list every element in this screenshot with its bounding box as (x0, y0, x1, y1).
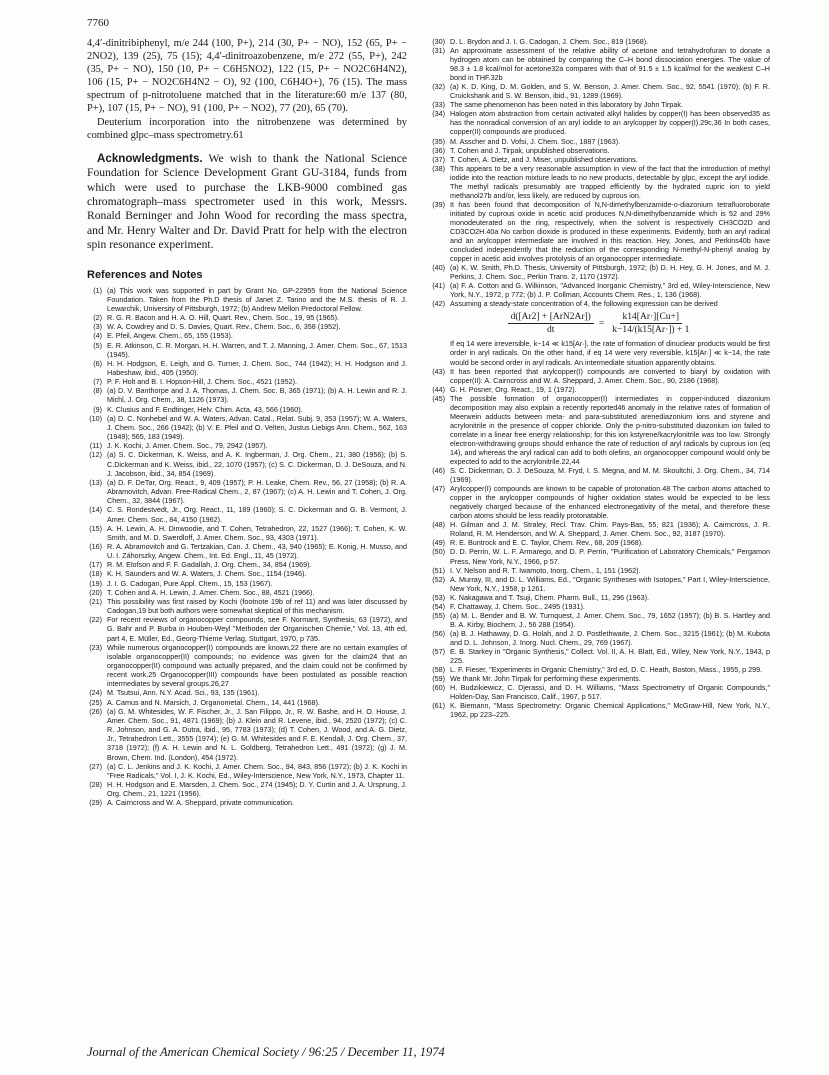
reference-text: (a) D. C. Nonhebel and W. A. Waters, Advan. Catal., Relat. Subj. 9, 353 (1957); W. A. Waters, J. Chem. Soc., 266 (1942); (b) V. E. Pfeil and O. Velten, Justus Liebigs Ann. Chem., 562, 163 (1949); 565, 183 (1949). (107, 413, 407, 442)
reference-number: (27) (89, 761, 102, 771)
reference-number: (3) (93, 322, 102, 332)
reference-number: (32) (432, 82, 445, 92)
reference-text: (a) C. L. Jenkins and J. K. Kochi, J. Amer. Chem. Soc., 94, 843, 856 (1972); (b) J. K. Kochi in "Free Radicals," Vol. I, J. K. Kochi, Ed., Wiley-Interscience, New York, N.Y., 1973, Chapter 11. (107, 761, 407, 780)
reference-number: (35) (432, 136, 445, 146)
reference-number: (7) (93, 377, 102, 387)
reference-text: P. F. Holt and B. I. Hopson-Hill, J. Chem. Soc., 4521 (1952). (107, 377, 298, 387)
equation-lhs-numerator: d([Ar2] + [ArN2Ar]) (508, 312, 594, 324)
reference-text: J. K. Kochi, J. Amer. Chem. Soc., 79, 2942 (1957). (107, 441, 268, 451)
reference-text: For recent reviews of organocopper compounds, see F. Normant, Synthesis, 63 (1972), and G. Bahr and P. Burba in Houben-Weyl "Methoden der Organischen Chemie," Vol. 13, 4th ed, part 4, E. Müller, Ed., Georg-Thieme Verlag, Stuttgart, 1970, p 735. (107, 615, 407, 643)
reference-item (430, 683, 770, 701)
reference-item (87, 780, 407, 798)
reference-item (87, 615, 407, 642)
reference-item (87, 688, 407, 697)
reference-text: The possible formation of organocopper(I) intermediates in copper-induced diazonium decomposition may also explain a recently reported46 anomaly in the relative rates of formation of Meerwein adducts between meta- and para-substituted arenediazonium ions and styrene and acrylonitrile in the presence of copper chloride. Only the p-nitro-substituted diazonium ion failed to correlate in a linear free energy relationship; for this ion kstyrene/kacrylonitrile was too low. Strongly electron-withdrawing groups should enhance the rate of reduction of aryl radicals by cuprous ion (eq 14), and whereas the aryl radical can add to both olefins, an organocopper compound would only be expected to add to the acrylonitrile.22,44 (450, 393, 770, 467)
reference-number: (16) (89, 541, 102, 551)
reference-text: (a) D. V. Banthorpe and J. A. Thomas, J. Chem. Soc. B, 365 (1971); (b) A. H. Lewin and R. J. Michl, J. Org. Chem., 38, 1126 (1973). (107, 386, 407, 405)
reference-number: (38) (432, 163, 445, 173)
reference-text: A. H. Lewin, A. H. Dinwoodie, and T. Cohen, Tetrahedron, 22, 1527 (1966); T. Cohen, K. W. Smith, and M. D. Swerdloff, J. Amer. Chem. Soc., 93, 4303 (1971). (107, 523, 407, 542)
reference-text: T. Cohen and A. H. Lewin, J. Amer. Chem. Soc., 88, 4521 (1966). (107, 587, 315, 597)
equation-lhs-denominator: dt (547, 325, 555, 336)
reference-number: (29) (89, 798, 102, 808)
reference-number: (34) (432, 109, 445, 119)
page-number: 7760 (87, 17, 109, 29)
reference-item (430, 538, 770, 547)
reference-number: (15) (89, 523, 102, 533)
reference-number: (28) (89, 780, 102, 790)
reference-number: (49) (432, 538, 445, 548)
reference-text: W. A. Cowdrey and D. S. Davies, Quart. Rev., Chem. Soc., 6, 358 (1952). (107, 322, 341, 332)
reference-number: (33) (432, 100, 445, 110)
reference-number: (51) (432, 565, 445, 575)
reference-number: (52) (432, 574, 445, 584)
reference-text: R. G. R. Bacon and H. A. O. Hill, Quart. Rev., Chem. Soc., 19, 95 (1965). (107, 313, 339, 323)
reference-item (430, 701, 770, 719)
reference-item (430, 164, 770, 200)
reference-item (430, 665, 770, 674)
reference-text: M. Tsutsui, Ann. N.Y. Acad. Sci., 93, 135 (1961). (107, 688, 260, 698)
acknowledgments (87, 152, 407, 253)
reference-number: (42) (432, 299, 445, 309)
reference-item (430, 146, 770, 155)
reference-number: (39) (432, 199, 445, 209)
reference-number: (2) (93, 313, 102, 323)
reference-text: K. Biemann, "Mass Spectrometry: Organic Chemical Applications," McGraw-Hill, New York, N.Y., 1962, pp 223–225. (450, 701, 770, 720)
reference-item (430, 137, 770, 146)
reference-item (430, 367, 770, 385)
reference-number: (56) (432, 628, 445, 638)
reference-number: (21) (89, 596, 102, 606)
reference-item (430, 602, 770, 611)
reference-number: (13) (89, 477, 102, 487)
reference-number: (40) (432, 263, 445, 273)
reference-number: (10) (89, 413, 102, 423)
reference-number: (24) (89, 688, 102, 698)
reference-number: (5) (93, 340, 102, 350)
reference-item (430, 674, 770, 683)
reference-item (430, 566, 770, 575)
reference-item (430, 200, 770, 263)
acknowledgments-heading: Acknowledgments. (97, 151, 203, 165)
reference-number: (1) (93, 285, 102, 295)
reference-item (87, 798, 407, 807)
reference-text: K. Clusius and F. Endtinger, Helv. Chim. Acta, 43, 566 (1960). (107, 404, 303, 414)
reference-item (430, 484, 770, 520)
reference-text: (a) S. C. Dickerman, K. Weiss, and A. K. Ingberman, J. Org. Chem., 21, 380 (1956); (b) S. C.Dickerman and K. Weiss, ibid., 22, 1070 (1957); (c) S. C. Dickerman, D. J. DeSouza, and N. J. Jacobson, ibid., 34, 854 (1969). (107, 450, 407, 478)
reference-number: (58) (432, 665, 445, 675)
journal-footer: Journal of the American Chemical Society / 96:25 / December 11, 1974 (87, 1045, 445, 1059)
reference-text: (a) K. D. King, D. M. Golden, and S. W. Benson, J. Amer. Chem. Soc., 92, 5541 (1970); (b) F. R. Cruickshank and S. W. Benson, ibid., 91, 1289 (1969). (450, 82, 770, 101)
reference-item (87, 505, 407, 523)
reference-42-continuation: If eq 14 were irreversible, k−14 ≪ k15[Ar·], the rate of formation of dinuclear products would be first order in aryl radicals. On the other hand, if eq 14 were very reversible, k15[Ar·] ≪ k−14, the rate would be second order in aryl radicals. An intermediate situation apparently obtains. (450, 339, 770, 367)
reference-text: We thank Mr. John Tirpak for performing these experiments. (450, 674, 641, 684)
reference-text: Arylcopper(I) compounds are known to be capable of protonation.48 The carbon atoms attached to copper in the arylcopper compounds of higher oxidation states would be expected to be less negatively charged because of the enhanced electronegativity of the metal, and therefore these carbon atoms should be less readily protonatable. (450, 484, 770, 521)
reference-item (87, 341, 407, 359)
reference-text: (a) K. W. Smith, Ph.D. Thesis, University of Pittsburgh, 1972; (b) D. H. Hey, G. H. Jones, and M. J. Perkins, J. Chem. Soc., Perkin Trans. 2, 1170 (1972). (450, 263, 770, 282)
reference-number: (9) (93, 404, 102, 414)
equation-lhs (508, 312, 594, 335)
reference-item (430, 466, 770, 484)
reference-number: (54) (432, 601, 445, 611)
reference-text: A. Murray, III, and D. L. Williams, Ed., "Organic Syntheses with Isotopes," Part I, Wiley-Interscience, New York, N.Y., 1958, p 1261. (450, 574, 770, 593)
reference-text: H. H. Hodgson, E. Leigh, and G. Turner, J. Chem. Soc., 744 (1942); H. H. Hodgson and J. Habeshaw, ibid., 405 (1950). (107, 358, 407, 377)
reference-item (430, 82, 770, 100)
reference-text: D. D. Perrin, W. L. F. Armarego, and D. P. Perrin, "Purification of Laboratory Chemicals," Pergamon Press, New York, N.Y., 1966, p 57. (450, 547, 770, 566)
reference-text: (a) This work was supported in part by Grant No. GP-22955 from the National Science Foundation. Taken from the Ph.D thesis of Janet Z. Tarino and the M.S. thesis of R. J. Lewarchik, University of Pittsburgh, 1972; (b) Andrew Mellon Predoctoral Fellow. (107, 285, 407, 313)
reference-number: (43) (432, 366, 445, 376)
reference-item (87, 698, 407, 707)
reference-text: R. A. Abramovitch and G. Tertzakian, Can. J. Chem., 43, 940 (1965); E. Konig, H. Musso, and U. I. Záhorszky, Angew. Chem., Int. Ed. Engl., 11, 45 (1972). (107, 541, 407, 561)
reference-text: This possibility was first raised by Kochi (footnote 19b of ref 11) and was later discussed by Cadogan,19 but both authors were somewhat skeptical of this mechanism. (107, 596, 407, 616)
reference-text: (a) G. M. Whitesides, W. F. Fischer, Jr., J. San Filippo, Jr., R. W. Bashe, and H. O. House, J. Amer. Chem. Soc., 91, 4871 (1969); (b) J. Klein and R. Levene, ibid., 94, 2520 (1972); (c) C. R. Johnson, and G. A. Dutra, ibid., 95, 7783 (1973); (d) T. Cohen, J. Wood, and A. G. Dietz, Jr., Tetrahedron Lett., 3555 (1974); (e) G. M. Whitesides and F. E. Kendall, J. Org. Chem., 37, 3718 (1972); (f) A. H. Lewin and N. L. Goldberg, Tetrahedron Lett., 491 (1972); (g) J. M. Brown, Chem. Ind. (London), 454 (1972). (107, 706, 407, 762)
reference-text: (a) D. F. DeTar, Org. React., 9, 409 (1957); P. H. Leake, Chem. Rev., 56, 27 (1958); (b) R. A. Abramovitch, Advan. Free-Radical Chem., 2, 87 (1967); (c) A. H. Lewin and T. Cohen, J. Org. Chem., 32, 3844 (1967). (107, 477, 407, 506)
reference-text: H. Gilman and J. M. Straley, Recl. Trav. Chim. Pays-Bas, 55, 821 (1936); A. Cairncross, J. R. Roland, R. M. Henderson, and W. A. Sheppard, J. Amer. Chem. Soc., 92, 3187 (1970). (450, 520, 770, 539)
reference-number: (61) (432, 701, 445, 711)
reference-number: (44) (432, 384, 445, 394)
reference-item (430, 593, 770, 602)
reference-text: H. H. Hodgson and E. Marsden, J. Chem. Soc., 274 (1945); D. Y. Curtin and J. A. Ursprung, J. Org. Chem., 21, 1221 (1956). (107, 780, 407, 799)
reference-item (430, 385, 770, 394)
reference-text: D. L. Brydon and J. I. G. Cadogan, J. Chem. Soc., 819 (1968). (450, 37, 649, 46)
left-column (87, 37, 407, 808)
reference-item (87, 313, 407, 322)
reference-text: H. Budzikiewicz, C. Djerassi, and D. H. Williams, "Mass Spectrometry of Organic Compounds," Holden-Day, San Francisco, Calif., 1967, p 517. (450, 683, 770, 702)
reference-number: (48) (432, 520, 445, 530)
reference-text: G. H. Posner, Org. React., 19, 1 (1972). (450, 384, 577, 394)
reference-text: E. R. Atkinson, C. R. Morgan, H. H. Warren, and T. J. Manning, J. Amer. Chem. Soc., 67, 1513 (1945). (107, 340, 407, 359)
equals-sign: = (598, 318, 605, 329)
reference-text: M. Asscher and D. Vofsi, J. Chem. Soc., 1887 (1963). (450, 136, 621, 146)
reference-item (87, 414, 407, 441)
equation (430, 312, 770, 335)
reference-number: (36) (432, 145, 445, 155)
reference-item (430, 547, 770, 565)
reference-item (87, 441, 407, 450)
reference-text: (a) F. A. Cotton and G. Wilkinson, "Advanced Inorganic Chemistry," 3rd ed, Wiley-Interscience, New York, N.Y., 1972, p 772; (b) J. P. Collman, Accounts Chem. Res., 1, 136 (1968). (450, 281, 770, 300)
reference-item (430, 263, 770, 281)
reference-text: E. B. Starkey in "Organic Synthesis," Collect. Vol. II, A. H. Blatt, Ed., Wiley, New York, N.Y., 1943, p 225. (450, 647, 770, 666)
reference-number: (30) (432, 37, 445, 46)
reference-number: (25) (89, 697, 102, 707)
reference-item (430, 37, 770, 46)
equation-rhs-denominator: k−14/(k15[Ar·]) + 1 (612, 325, 690, 336)
reference-number: (8) (93, 386, 102, 396)
body-paragraph: Deuterium incorporation into the nitrobenzene was determined by combined glpc–mass spectrometry.61 (87, 116, 407, 141)
reference-text: K. Nakagawa and T. Tsuji, Chem. Pharm. Bull., 11, 296 (1963). (450, 592, 649, 602)
reference-number: (31) (432, 46, 445, 56)
reference-text: (a) M. L. Bender and B. W. Turnquest, J. Amer. Chem. Soc., 79, 1652 (1957); (b) B. S. Hartley and B. A. Kirby, Biochem. J., 56 288 (1954). (450, 610, 770, 629)
equation-rhs-numerator: k14[Ar·][Cu+] (620, 312, 683, 324)
reference-text: K. H. Saunders and W. A. Waters, J. Chem. Soc., 1154 (1946). (107, 569, 307, 579)
reference-text: It has been found that decomposition of N,N-dimethylbenzamide-o-diazonium tetrafluoroborate initiated by cuprous oxide in acetic acid produces N,N-dimethylbenzamide which is 52 and 29% monodeuterated on the ring, respectively, when the solvent is respectively CH3CO2D and CD3CO2H.40a No carbon dioxide is produced in these experiments. Evidently, both an aryl radical and an arylcopper intermediate are involved in this reaction. Hey, Jones, and Perkins40b have concluded independently that the reduction of the corresponding N-methyl-N-phenyl analog by copper in acetic acid involves protolysis of an organocopper intermediate. (450, 199, 770, 264)
reference-number: (60) (432, 683, 445, 693)
reference-number: (26) (89, 706, 102, 716)
reference-number: (41) (432, 281, 445, 291)
reference-item (430, 155, 770, 164)
acknowledgments-text: We wish to thank the National Science Foundation for Science Development Grant GU-3184, funds from which were used to purchase the LKB-9000 combined gas chromatograph–mass spectrometer used in this work, Messrs. Ronald Berninger and John Wood for recording the mass spectra, and Mr. Henry Walter and Dr. David Pratt for help with the electron spin resonance experiment. (87, 151, 407, 252)
reference-text: A. Cairncross and W. A. Sheppard, private communication. (107, 798, 294, 808)
reference-item (87, 405, 407, 414)
references-list-left (87, 286, 407, 808)
reference-item (87, 762, 407, 780)
reference-number: (53) (432, 592, 445, 602)
reference-text: An approximate assessment of the relative ability of acetone and tetrahydrofuran to donate a hydrogen atom can be obtained by comparing the C–H bond dissociation energies. The value of 98.3 ± 1.8 kcal/mol for acetone32a compares with that of 91.5 ± 1.5 kcal/mol for the weakest C–H bond in THF.32b (450, 46, 770, 83)
reference-number: (47) (432, 484, 445, 494)
reference-item (87, 569, 407, 578)
reference-item (87, 331, 407, 340)
reference-text: F. Chattaway, J. Chem. Soc., 2495 (1931). (450, 601, 585, 611)
reference-item (87, 643, 407, 689)
reference-number: (14) (89, 505, 102, 515)
reference-text: L. F. Fieser, "Experiments in Organic Chemistry," 3rd ed, D. C. Heath, Boston, Mass., 1955, p 299. (450, 665, 763, 675)
reference-text: Halogen atom abstraction from certain activated alkyl halides by copper(I) has been observed35 as has the nonradical conversion of an aryl iodide to an arylcopper by copper(I).29c,36 In both cases, copper(II) compounds are produced. (450, 109, 770, 137)
reference-text: It has been reported that arylcopper(I) compounds are converted to biaryl by oxidation with copper(II): A. Cairncross and W. A. Sheppard, J. Amer. Chem. Soc., 90, 2186 (1968). (450, 366, 770, 385)
reference-number: (45) (432, 393, 445, 403)
reference-item (430, 394, 770, 466)
reference-text: J. I. G. Cadogan, Pure Appl. Chem., 15, 153 (1967). (107, 578, 273, 588)
reference-item (87, 524, 407, 542)
reference-item (87, 707, 407, 762)
reference-number: (50) (432, 547, 445, 557)
reference-item (87, 377, 407, 386)
reference-item (87, 286, 407, 313)
reference-item (87, 588, 407, 597)
reference-text: E. Pfeil, Angew. Chem., 65, 155 (1953). (107, 331, 233, 341)
reference-number: (19) (89, 578, 102, 588)
reference-item (87, 478, 407, 505)
reference-item (430, 575, 770, 593)
references-list-right-bottom (430, 367, 770, 720)
reference-text: A. Camus and N. Marsich, J. Organometal. Chem., 14, 441 (1968). (107, 697, 320, 707)
reference-item (430, 520, 770, 538)
reference-number: (12) (89, 450, 102, 460)
reference-text: T. Cohen, A. Dietz, and J. Miser, unpublished observations. (450, 154, 638, 164)
reference-text: R. E. Buntrock and E. C. Taylor, Chem. Rev., 68, 209 (1968). (450, 538, 644, 548)
reference-number: (46) (432, 466, 445, 476)
reference-text: R. M. Elofson and F. F. Gadallah, J. Org. Chem., 34, 854 (1969). (107, 560, 312, 570)
reference-text: Assuming a steady-state concentration of 4, the following expression can be derived (450, 299, 718, 309)
reference-item (87, 542, 407, 560)
body-paragraph: 4,4′-dinitribiphenyl, m/e 244 (100, P+), 214 (30, P+ − NO), 152 (65, P+ − 2NO2), 139 (25), 75 (15); 4,4′-dinitroazobenzene, m/e 272 (55, P+), 242 (35, P+ − NO), 150 (10, P+ − C6H5NO2), 122 (15, P+ − NO2C6H4N2), 106 (15, P+ − NO2C6H4N2 − O), 92 (100, C6H4O+), 76 (15). The mass spectrum of p-nitrotoluene matched that in the literature:60 m/e 137 (80, P+), 107 (15, P+ − NO), 91 (100, P+ − NO2), 77 (20), 65 (70). (87, 38, 407, 115)
reference-number: (17) (89, 560, 102, 570)
reference-continuation (430, 339, 770, 366)
reference-text: C. S. Rondestvedt, Jr., Org. React., 11, 189 (1960); S. C. Dickerman and G. B. Vermont, J. Amer. Chem. Soc., 84, 4150 (1962). (107, 505, 407, 524)
reference-number: (55) (432, 610, 445, 620)
right-column (430, 37, 770, 719)
references-heading: References and Notes (87, 268, 203, 281)
reference-number: (22) (89, 615, 102, 625)
reference-number: (4) (93, 331, 102, 341)
reference-item (87, 450, 407, 477)
reference-text: The same phenomenon has been noted in this laboratory by John Tirpak. (450, 100, 683, 110)
reference-number: (11) (89, 441, 102, 451)
reference-text: T. Cohen and J. Tirpak, unpublished observations. (450, 145, 610, 155)
reference-number: (18) (89, 569, 102, 579)
reference-item (430, 281, 770, 299)
reference-text: While numerous organocopper(I) compounds are known,22 there are no certain examples of isolable organocopper(II) compounds; no evidence was given for the claim24 that an organocopper(II) compound was actually prepared, and the claim could not be confirmed by recent work.25 Organocopper(III) compounds have been postulated as possible reaction intermediates by several groups.26,27 (107, 642, 407, 689)
reference-text: This appears to be a very reasonable assumption in view of the fact that the introduction of methyl iodide into the reaction mixture leads to no new products, detectable by glpc, except the aryl iodide. The methyl radicals presumably are trapped efficiently by the hydrated cupric ion to yield methanol27b and/or, less likely, are reduced by cuprous ion. (450, 163, 770, 200)
references-list-right-top (430, 37, 770, 308)
reference-item (87, 560, 407, 569)
reference-item (430, 46, 770, 82)
reference-number: (6) (93, 358, 102, 368)
reference-text: I. V. Nelson and R. T. Iwamoto, Inorg. Chem., 1, 151 (1962). (450, 565, 641, 575)
reference-item (87, 597, 407, 615)
reference-text: S. C. Dickerman, D. J. DeSouza, M. Fryd, I. S. Megna, and M. M. Skoultchi, J. Org. Chem., 34, 714 (1969). (450, 466, 770, 485)
reference-item (430, 109, 770, 136)
reference-item (87, 386, 407, 404)
reference-item (430, 299, 770, 308)
reference-item (430, 611, 770, 629)
reference-number: (57) (432, 647, 445, 656)
reference-item (87, 579, 407, 588)
reference-number: (20) (89, 587, 102, 597)
reference-number: (23) (89, 642, 102, 652)
reference-text: (a) B. J. Hathaway, D. G. Holah, and J. D. Postlethwaite, J. Chem. Soc., 3215 (1961); (b) M. Kubota and D. L. Johnson, J. Inorg. Nucl. Chem., 29, 769 (1967). (450, 628, 770, 647)
reference-item (87, 322, 407, 331)
reference-number: (59) (432, 674, 445, 684)
reference-item (430, 647, 770, 665)
reference-item (87, 359, 407, 377)
reference-number: (37) (432, 154, 445, 164)
reference-item (430, 629, 770, 647)
reference-item (430, 100, 770, 109)
equation-rhs (609, 312, 692, 335)
